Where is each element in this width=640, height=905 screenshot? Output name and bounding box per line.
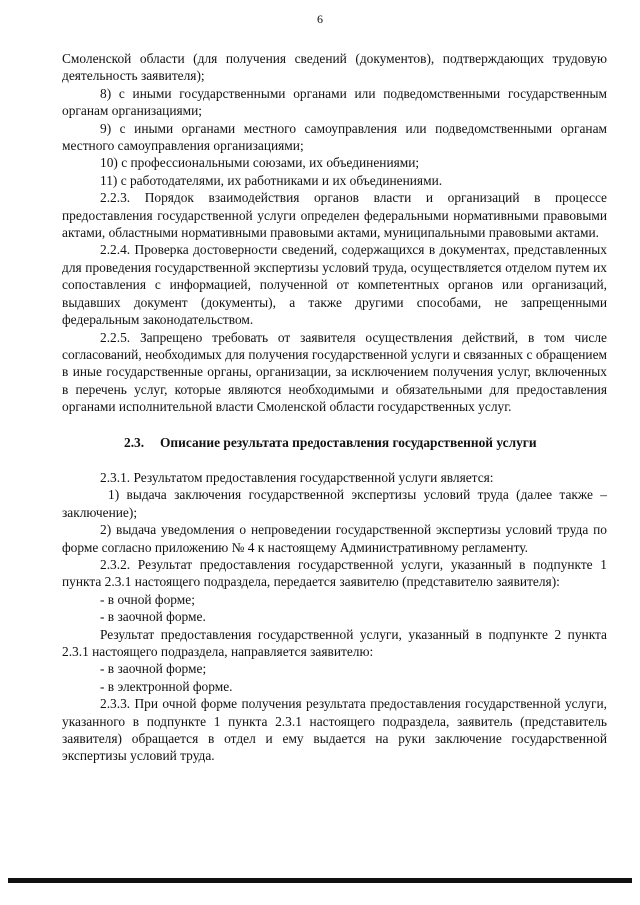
list-item: 11) с работодателями, их работниками и их объединениями. <box>100 172 443 188</box>
page-bottom-rule <box>8 878 632 883</box>
paragraph: 2.3.1. Результатом предоставления государственной услуги является: <box>100 469 494 485</box>
paragraph: 2.2.4. Проверка достоверности сведений, содержащихся в документах, представленных для проведения государственной экспертизы условий труда, осуществляется отделом путем их сопоставления с информацией, полученной от компетентных органов или организаций, выдавших документ (документы), а также другими способами, не запрещенными федеральным законодательством. <box>62 242 607 328</box>
list-item: - в очной форме; <box>100 591 195 607</box>
list-item: 2) выдача уведомления о непроведении государственной экспертизы условий труда по форме согласно приложению № 4 к настоящему Административному регламенту. <box>62 522 607 555</box>
paragraph: 2.3.2. Результат предоставления государственной услуги, указанный в подпункте 1 пункта 2.3.1 настоящего подраздела, передается заявителю (представителю заявителя): <box>62 556 607 590</box>
list-item: 9) с иными органами местного самоуправления или подведомственными органам местного самоуправления организациями; <box>62 120 607 154</box>
list-item: - в заочной форме; <box>100 661 207 677</box>
list-item: 1) выдача заключения государственной экспертизы условий труда (далее также – заключение); <box>62 487 607 520</box>
paragraph: 2.2.5. Запрещено требовать от заявителя осуществления действий, в том числе согласований, необходимых для получения государственной услуги и связанных с обращением в иные государственные органы, организации, за исключением получения услуг, включенных в перечень услуг, которые являются необходимыми и обязательными для предоставления органами исполнительной власти Смоленской области государственных услуг. <box>62 329 607 415</box>
list-item: 8) с иными государственными органами или подведомственными государственным органам организациями; <box>62 85 607 119</box>
paragraph: 2.3.3. При очной форме получения результата предоставления государственной услуги, указанного в подпункте 1 пункта 2.3.1 настоящего подраздела, заявитель (представитель заявителя) обращается в отдел и ему выдается на руки заключение государственной экспертизы условий труда. <box>62 696 607 764</box>
paragraph: Смоленской области (для получения сведений (документов), подтверждающих трудовую деятельность заявителя); <box>62 51 607 84</box>
section-title: Описание результата предоставления государственной услуги <box>160 434 537 450</box>
list-item: - в заочной форме. <box>100 609 206 625</box>
page-number: 6 <box>317 12 323 26</box>
paragraph: 2.2.3. Порядок взаимодействия органов власти и организаций в процессе предоставления государственной услуги определен федеральными нормативными правовыми актами, областными нормативными правовыми актами, муниципальными правовыми актами. <box>62 190 607 241</box>
section-number: 2.3. <box>124 434 145 450</box>
list-item: - в электронной форме. <box>100 678 233 694</box>
section-heading <box>62 434 607 451</box>
paragraph: Результат предоставления государственной услуги, указанный в подпункте 2 пункта 2.3.1 настоящего подраздела, направляется заявителю: <box>62 626 607 659</box>
list-item: 10) с профессиональными союзами, их объединениями; <box>100 155 420 171</box>
document-body <box>62 50 607 765</box>
